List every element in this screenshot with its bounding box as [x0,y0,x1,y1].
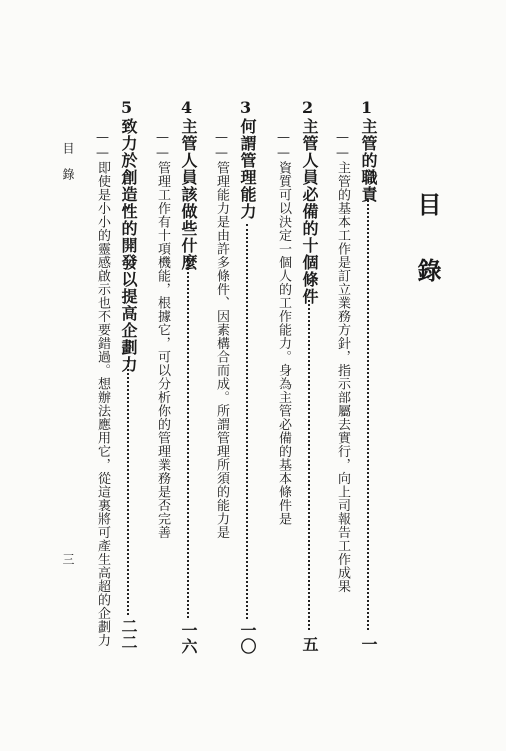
running-head-label: 目 錄 [61,142,75,180]
toc-heading: 致力於創造性的開發以提高企劃力 [119,118,138,373]
toc-number: 4 [181,98,194,117]
dot-leader [246,224,248,619]
dot-leader [308,300,310,630]
toc-number: 5 [121,98,134,117]
toc-number: 1 [361,98,374,117]
toc-description: ——管理能力是由許多條件、因素構合而成。所謂管理所須的能力是 [214,130,229,539]
toc-description: ——即使是小小的靈感啟示也不要錯過。想辦法應用它，從這裏將可產生高超的企劃力 [95,130,110,647]
toc-page-number: 一〇 [238,622,257,654]
toc-page-number: 五 [300,636,319,652]
toc-page-number: 一 [359,636,378,652]
running-page-number: 三 [61,553,75,565]
dot-leader [127,360,129,615]
toc-heading: 主管的職責 [359,118,378,203]
dot-leader [367,200,369,630]
toc-page-number: 二二 [119,618,138,650]
page-title-first-char: 目 [413,192,442,216]
toc-number: 2 [302,98,315,117]
toc-heading: 何謂管理能力 [238,118,257,220]
dot-leader [187,268,189,618]
page-title-second-char: 錄 [413,258,442,282]
toc-number: 3 [240,98,253,117]
toc-heading: 主管人員該做些什麼 [179,118,198,271]
toc-description: ——資質可以決定一個人的工作能力。身為主管必備的基本條件是 [276,130,291,526]
toc-heading: 主管人員必備的十個條件 [300,118,319,305]
toc-description: ——管理工作有十項機能，根據它，可以分析你的管理業務是否完善 [155,130,170,539]
toc-page-number: 一六 [179,622,198,654]
toc-description: ——主管的基本工作是訂立業務方針，指示部屬去實行，向上司報告工作成果 [335,130,350,593]
